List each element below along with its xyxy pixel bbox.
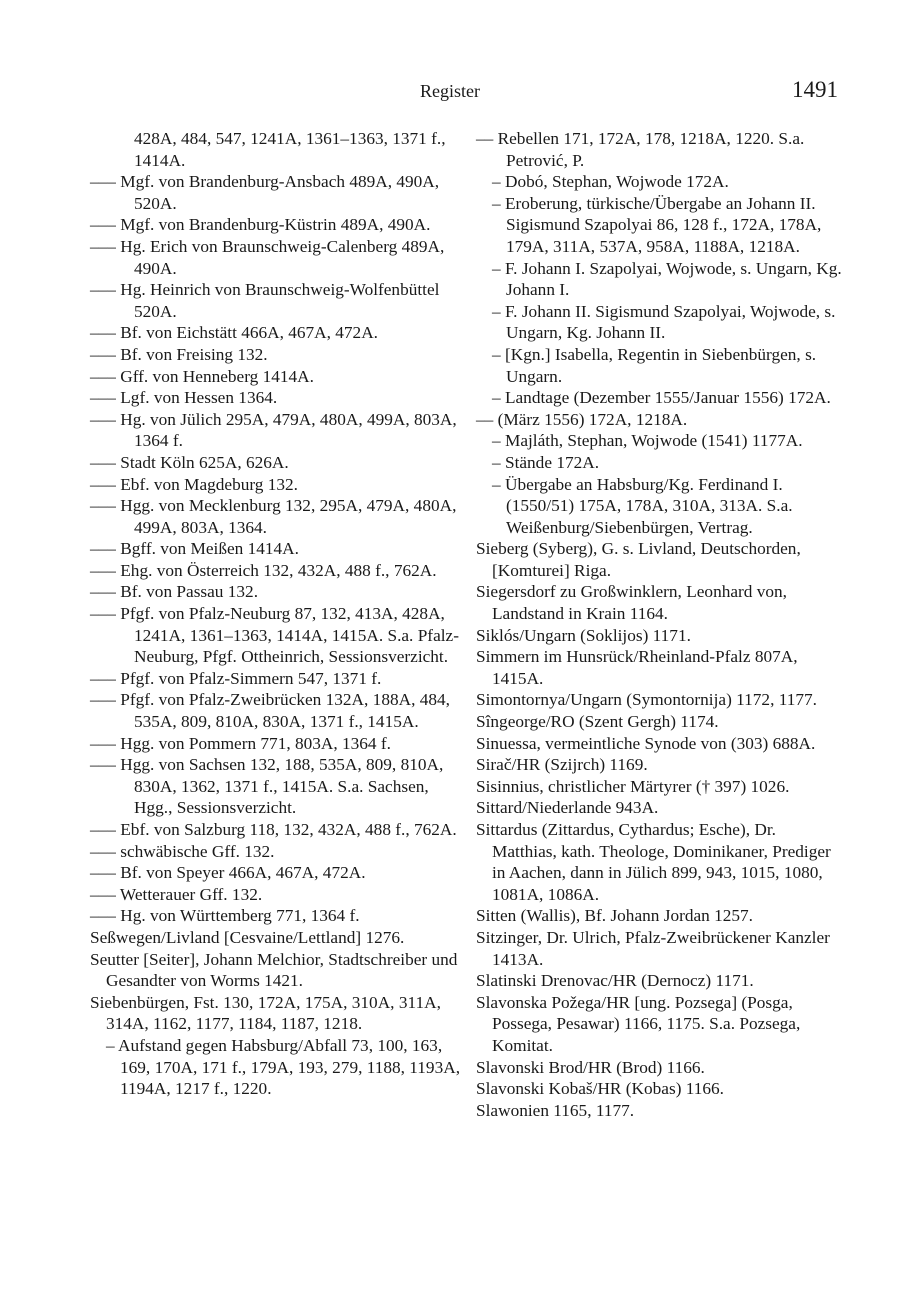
index-entry-text: ––– Pfgf. von Pfalz-Zweibrücken 132A, 188A, 484, 535A, 809, 810A, 830A, 1371 f., 1415A. [90, 690, 450, 732]
index-entry [90, 603, 463, 668]
index-entry [476, 581, 844, 624]
index-entry [90, 344, 463, 366]
index-entry [476, 301, 844, 344]
index-entry [90, 581, 463, 603]
index-entry [90, 1035, 463, 1100]
index-entry [90, 128, 463, 171]
index-entry [476, 689, 844, 711]
index-entry-text: ––– Ebf. von Salzburg 118, 132, 432A, 488 f., 762A. [90, 820, 457, 839]
index-entry-text: – [Kgn.] Isabella, Regentin in Siebenbürgen, s. Ungarn. [492, 344, 817, 386]
index-entry [90, 884, 463, 906]
index-entry [90, 474, 463, 496]
index-entry-text: Siebenbürgen, Fst. 130, 172A, 175A, 310A, 311A, 314A, 1162, 1177, 1184, 1187, 1218. [90, 992, 441, 1034]
index-entry [90, 668, 463, 690]
index-entry-text: ––– Bf. von Freising 132. [90, 344, 268, 364]
index-entry-text: – Übergabe an Habsburg/Kg. Ferdinand I. (1550/51) 175A, 178A, 310A, 313A. S.a. Weißenburg/Siebenbürgen, Vertrag. [492, 474, 793, 537]
running-header-title: Register [420, 81, 480, 101]
index-entry [90, 387, 463, 409]
index-entry-text: ––– Hgg. von Mecklenburg 132, 295A, 479A, 480A, 499A, 803A, 1364. [90, 496, 457, 537]
index-entry-text: Simontornya/Ungarn (Symontornija) 1172, 1177. [476, 690, 817, 710]
index-entry-text: – Dobó, Stephan, Wojwode 172A. [492, 172, 729, 192]
index-entry [90, 841, 463, 863]
index-entry [476, 409, 844, 431]
index-entry-text: Seutter [Seiter], Johann Melchior, Stadtschreiber und Gesandter von Worms 1421. [90, 949, 458, 991]
index-entry [476, 797, 844, 819]
index-entry [476, 1057, 844, 1079]
index-entry [476, 905, 844, 927]
index-entry [90, 322, 463, 344]
index-entry-text: ––– Hg. von Jülich 295A, 479A, 480A, 499A, 803A, 1364 f. [90, 409, 457, 451]
index-entry [476, 646, 844, 689]
index-entry [90, 214, 463, 236]
index-entry-text: – F. Johann I. Szapolyai, Wojwode, s. Ungarn, Kg. Johann I. [492, 258, 842, 300]
index-entry-text: Siklós/Ungarn (Soklijos) 1171. [476, 625, 691, 645]
index-entry-text: ––– Pfgf. von Pfalz-Neuburg 87, 132, 413A, 428A, 1241A, 1361–1363, 1414A, 1415A. S.a. Pfalz-Neuburg, Pfgf. Ottheinrich, Sessionsverzicht. [90, 604, 459, 667]
index-entry-text: ––– Pfgf. von Pfalz-Simmern 547, 1371 f. [90, 668, 382, 688]
index-entry [476, 387, 844, 409]
index-entry-text: 428A, 484, 547, 1241A, 1361–1363, 1371 f., 1414A. [134, 129, 446, 170]
index-entry-text: ––– Wetterauer Gff. 132. [90, 884, 263, 904]
index-entry [90, 905, 463, 927]
index-entry [90, 495, 463, 538]
index-entry-text: –– (März 1556) 172A, 1218A. [476, 409, 688, 429]
index-entry [476, 538, 844, 581]
index-entry [476, 1078, 844, 1100]
index-entry-text: ––– Bf. von Speyer 466A, 467A, 472A. [90, 863, 366, 883]
index-entry-text: ––– Bgff. von Meißen 1414A. [90, 539, 299, 559]
index-entry-text: – Stände 172A. [492, 452, 600, 472]
index-entry-text: ––– Hg. von Württemberg 771, 1364 f. [90, 906, 360, 926]
index-entry-text: ––– Stadt Köln 625A, 626A. [90, 452, 289, 472]
index-entry-text: ––– Mgf. von Brandenburg-Küstrin 489A, 490A. [90, 215, 431, 235]
page-number: 1491 [792, 77, 838, 102]
index-entry [476, 625, 844, 647]
index-entry-text: Slawonien 1165, 1177. [476, 1100, 635, 1120]
index-entry [476, 927, 844, 970]
index-entry [90, 409, 463, 452]
index-entry-text: – Majláth, Stephan, Wojwode (1541) 1177A. [492, 431, 803, 451]
index-entry [476, 970, 844, 992]
index-entry [90, 689, 463, 732]
index-entry-text: ––– Lgf. von Hessen 1364. [90, 388, 278, 408]
index-entry [90, 754, 463, 819]
index-entry [90, 236, 463, 279]
index-entry-text: ––– Hg. Erich von Braunschweig-Calenberg 489A, 490A. [90, 236, 445, 278]
index-entry [476, 733, 844, 755]
index-entry-text: Sitten (Wallis), Bf. Johann Jordan 1257. [476, 906, 753, 926]
index-entry [90, 733, 463, 755]
index-entry [90, 949, 463, 992]
index-entry [90, 538, 463, 560]
index-entry-text: Sinuessa, vermeintliche Synode von (303) 688A. [476, 733, 816, 753]
index-entry-text: Sittardus (Zittardus, Cythardus; Esche), Dr. Matthias, kath. Theologe, Dominikaner, Prediger in Aachen, dann in Jülich 899, 943, 1015, 1080, 1081A, 1086A. [476, 820, 831, 904]
index-entry [90, 560, 463, 582]
index-entry [476, 344, 844, 387]
index-entry-text: –– Rebellen 171, 172A, 178, 1218A, 1220. S.a. Petrović, P. [476, 129, 805, 170]
index-entry-text: ––– Bf. von Passau 132. [90, 582, 259, 602]
index-entry [476, 776, 844, 798]
index-entry-text: Sieberg (Syberg), G. s. Livland, Deutschorden, [Komturei] Riga. [476, 539, 801, 580]
index-entry-text: ––– Gff. von Henneberg 1414A. [90, 366, 314, 386]
index-entry [476, 430, 844, 452]
index-entry [90, 992, 463, 1035]
index-entry [476, 754, 844, 776]
index-entry [476, 258, 844, 301]
index-entry-text: Sisinnius, christlicher Märtyrer († 397) 1026. [476, 776, 790, 796]
index-entry [90, 452, 463, 474]
index-entry [90, 171, 463, 214]
index-entry [90, 366, 463, 388]
index-entry [90, 927, 463, 949]
index-entry [90, 819, 463, 841]
index-entry-text: ––– Ebf. von Magdeburg 132. [90, 474, 298, 494]
index-entry [476, 193, 844, 258]
index-entry-text: – F. Johann II. Sigismund Szapolyai, Wojwode, s. Ungarn, Kg. Johann II. [492, 301, 836, 343]
index-entry-text: ––– Ehg. von Österreich 132, 432A, 488 f., 762A. [90, 560, 437, 580]
index-entry-text: ––– Hgg. von Sachsen 132, 188, 535A, 809, 810A, 830A, 1362, 1371 f., 1415A. S.a. Sachsen, Hgg., Sessionsverzicht. [90, 755, 444, 818]
index-entry-text: Slavonska Požega/HR [ung. Pozsega] (Posga, Possega, Pesawar) 1166, 1175. S.a. Pozsega, Komitat. [476, 992, 801, 1055]
index-entry-text: ––– Mgf. von Brandenburg-Ansbach 489A, 490A, 520A. [90, 172, 440, 213]
index-entry [90, 862, 463, 884]
index-entry [476, 474, 844, 539]
index-entry-text: ––– schwäbische Gff. 132. [90, 841, 275, 861]
index-entry-text: – Aufstand gegen Habsburg/Abfall 73, 100, 163, 169, 170A, 171 f., 179A, 193, 279, 1188, 1193A, 1194A, 1217 f., 1220. [106, 1035, 461, 1099]
index-entry-text: ––– Hgg. von Pommern 771, 803A, 1364 f. [90, 733, 391, 753]
index-entry-text: Siegersdorf zu Großwinklern, Leonhard von, Landstand in Krain 1164. [476, 582, 787, 624]
index-entry-text: Sitzinger, Dr. Ulrich, Pfalz-Zweibrückener Kanzler 1413A. [476, 927, 830, 969]
index-entry [476, 711, 844, 733]
index-entry-text: Slavonski Brod/HR (Brod) 1166. [476, 1057, 705, 1077]
index-entry-text: ––– Hg. Heinrich von Braunschweig-Wolfenbüttel 520A. [90, 280, 440, 321]
index-entry [476, 819, 844, 905]
index-entry-text: – Landtage (Dezember 1555/Januar 1556) 172A. [492, 388, 831, 408]
index-entry [90, 279, 463, 322]
index-entry [476, 1100, 844, 1122]
index-entry [476, 128, 844, 171]
index-column-left [90, 128, 463, 1100]
index-entry-text: Slavonski Kobaš/HR (Kobas) 1166. [476, 1079, 725, 1099]
index-entry-text: Seßwegen/Livland [Cesvaine/Lettland] 1276. [90, 927, 405, 947]
index-entry [476, 171, 844, 193]
index-entry-text: Slatinski Drenovac/HR (Dernocz) 1171. [476, 971, 754, 991]
index-entry-text: – Eroberung, türkische/Übergabe an Johann II. Sigismund Szapolyai 86, 128 f., 172A, 178A, 179A, 311A, 537A, 958A, 1188A, 1218A. [492, 193, 822, 256]
index-entry-text: Sirač/HR (Szijrch) 1169. [476, 755, 648, 775]
index-entry-text: Sittard/Niederlande 943A. [476, 798, 659, 818]
index-entry-text: Simmern im Hunsrück/Rheinland-Pfalz 807A, 1415A. [476, 647, 798, 688]
index-column-right [476, 128, 844, 1121]
index-entry-text: Sîngeorge/RO (Szent Gergh) 1174. [476, 712, 719, 732]
index-entry [476, 992, 844, 1057]
index-entry-text: ––– Bf. von Eichstätt 466A, 467A, 472A. [90, 323, 379, 343]
index-entry [476, 452, 844, 474]
